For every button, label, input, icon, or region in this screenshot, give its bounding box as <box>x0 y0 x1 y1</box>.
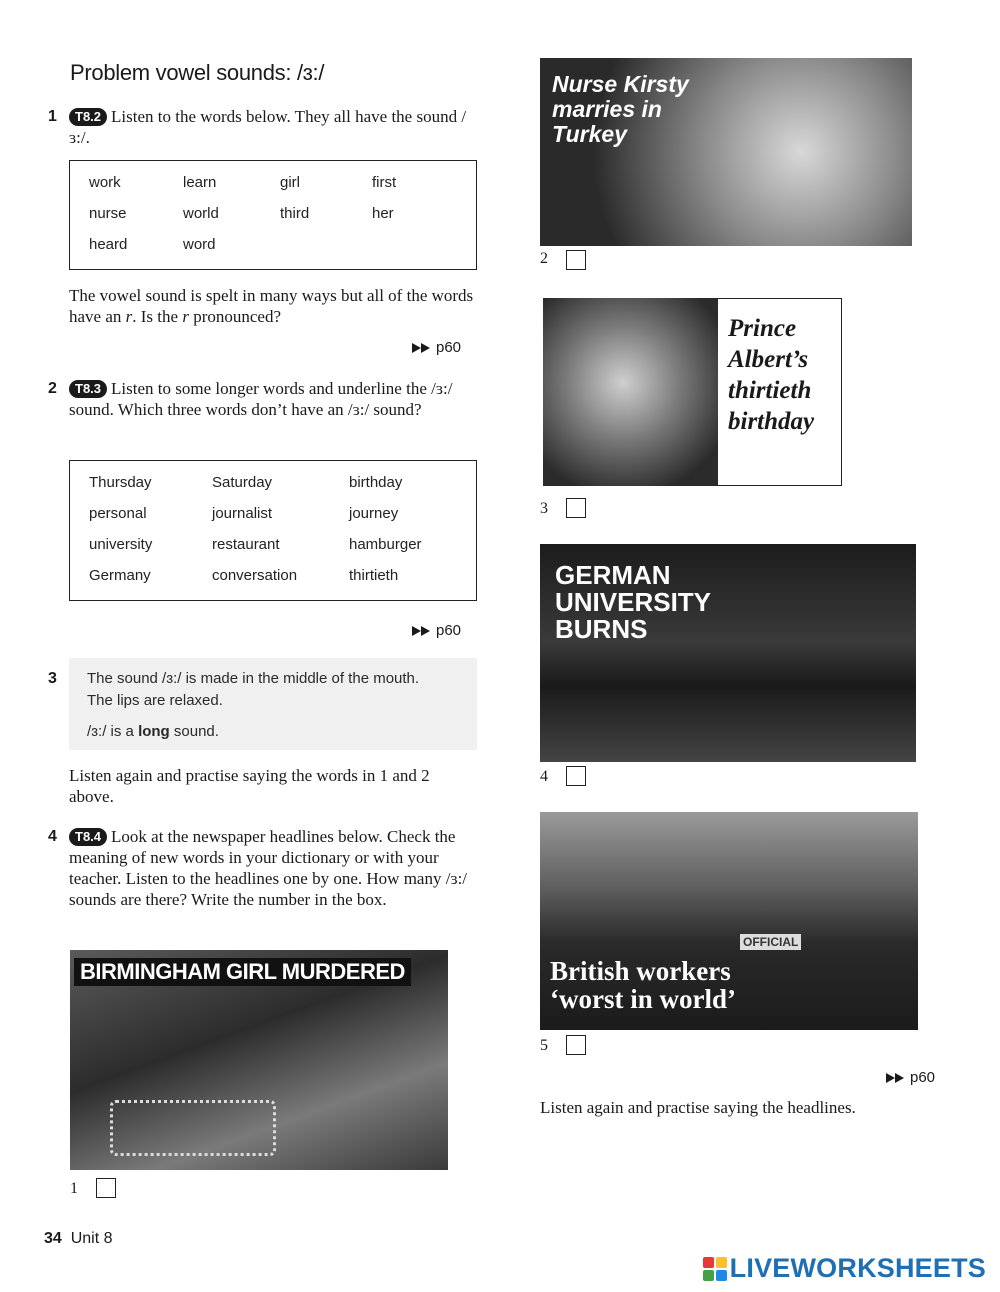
tip-line: The sound /ɜ:/ is made in the middle of the mouth. <box>87 670 420 687</box>
word-row <box>89 560 469 591</box>
headline-line: British workers <box>550 956 731 986</box>
headline-text: Prince Albert’s thirtieth birthday <box>728 315 815 435</box>
word-cell: birthday <box>349 474 403 491</box>
exercise-3-practice: Listen again and practise saying the words in 1 and 2 above. <box>69 766 430 806</box>
tip-line <box>87 723 219 740</box>
exercise-number: 4 <box>48 828 57 845</box>
word-cell <box>280 229 372 260</box>
word-cell: nurse <box>89 205 127 222</box>
word-cell: restaurant <box>212 536 280 553</box>
word-box-1 <box>69 160 477 270</box>
fast-forward-icon <box>412 626 430 636</box>
headline-photo-2 <box>540 58 912 246</box>
word-row <box>89 467 469 498</box>
fast-forward-icon <box>886 1073 904 1083</box>
word-row <box>89 498 469 529</box>
page-reference-label: p60 <box>910 1069 936 1086</box>
word-cell: work <box>89 174 121 191</box>
page-reference-label: p60 <box>436 339 462 356</box>
page-reference-label: p60 <box>436 622 462 639</box>
word-row <box>89 167 462 198</box>
audio-track-badge[interactable]: T8.3 <box>69 380 107 398</box>
exercise-4-instructions <box>69 826 479 910</box>
answer-box-1[interactable] <box>96 1178 116 1198</box>
note-letter: r <box>182 307 189 326</box>
photo-sign: OFFICIAL <box>740 934 801 950</box>
page-footer <box>44 1230 112 1248</box>
word-cell <box>372 229 462 260</box>
headline-line: ‘worst in world’ <box>550 984 736 1014</box>
word-cell: personal <box>89 505 147 522</box>
page-number: 34 <box>44 1230 62 1247</box>
answer-box-5[interactable] <box>566 1035 586 1055</box>
headline-number: 3 <box>540 500 548 517</box>
word-cell: heard <box>89 236 128 253</box>
note-letter: r <box>125 307 133 326</box>
word-cell: hamburger <box>349 536 422 553</box>
exercise-number: 3 <box>48 670 57 687</box>
headline-number: 5 <box>540 1037 548 1054</box>
fence-shape <box>110 1100 276 1156</box>
headline-number: 4 <box>540 768 548 785</box>
word-cell: journalist <box>212 505 273 522</box>
tip-text: sound. <box>169 723 219 740</box>
page-reference[interactable] <box>412 339 461 356</box>
exercise-1-instructions <box>69 106 474 148</box>
note-text: pronounced? <box>188 307 281 326</box>
page-reference[interactable] <box>412 622 461 639</box>
word-cell: university <box>89 536 153 553</box>
word-cell: girl <box>280 174 301 191</box>
tip-emphasis: long <box>138 723 170 740</box>
exercise-number: 1 <box>48 108 57 125</box>
word-cell: her <box>372 205 394 222</box>
exercise-1-note <box>69 285 474 327</box>
word-table-2 <box>89 467 469 591</box>
headline-photo-1 <box>70 950 448 1170</box>
unit-label: Unit 8 <box>70 1230 113 1247</box>
audio-track-badge[interactable]: T8.4 <box>69 828 107 846</box>
exercise-4-text: Look at the newspaper headlines below. Check the meaning of new words in your dictionary or with your teacher. Listen to the headlines one by one. How many /ɜ:/ sounds are there? Write the number in the box. <box>69 827 468 909</box>
exercise-number: 2 <box>48 380 57 397</box>
exercise-2-text: Listen to some longer words and underline the /ɜ:/ sound. Which three words don’t have an /ɜ:/ sound? <box>69 379 453 419</box>
word-cell: journey <box>349 505 399 522</box>
word-cell: first <box>372 174 397 191</box>
exercise-2-instructions <box>69 378 474 420</box>
tip-text: /ɜ:/ is a <box>87 723 139 740</box>
word-cell: conversation <box>212 567 298 584</box>
word-cell: world <box>183 205 219 222</box>
word-box-2 <box>69 460 477 601</box>
answer-box-2[interactable] <box>566 250 586 270</box>
word-cell: Thursday <box>89 474 152 491</box>
answer-box-3[interactable] <box>566 498 586 518</box>
word-cell: Saturday <box>212 474 273 491</box>
tip-line: The lips are relaxed. <box>87 692 223 709</box>
headline-text: GERMAN UNIVERSITY BURNS <box>555 560 711 644</box>
headline-photo-4 <box>540 544 916 762</box>
section-title: Problem vowel sounds: /ɜ:/ <box>70 60 325 85</box>
headline-caption-panel <box>718 298 842 486</box>
logo-grid-icon <box>703 1257 727 1281</box>
answer-box-4[interactable] <box>566 766 586 786</box>
word-cell: third <box>280 205 310 222</box>
headline-text: BIRMINGHAM GIRL MURDERED <box>74 958 411 986</box>
note-text: . Is the <box>132 307 183 326</box>
headline-photo-5 <box>540 812 918 1030</box>
word-cell: Germany <box>89 567 151 584</box>
headline-photo-3 <box>543 298 721 486</box>
word-table-1 <box>89 167 462 260</box>
page-reference[interactable] <box>886 1069 935 1086</box>
brand-name: LIVEWORKSHEETS <box>729 1253 986 1283</box>
audio-track-badge[interactable]: T8.2 <box>69 108 107 126</box>
fast-forward-icon <box>412 343 430 353</box>
word-cell: word <box>183 236 216 253</box>
headline-number: 1 <box>70 1180 78 1197</box>
word-row <box>89 229 462 260</box>
headline-number: 2 <box>540 250 548 267</box>
headline-text: Nurse Kirsty marries in Turkey <box>552 71 689 147</box>
word-cell: learn <box>183 174 217 191</box>
headline-text <box>550 957 736 1013</box>
exercise-1-text: Listen to the words below. They all have the sound /ɜ:/. <box>69 107 467 147</box>
liveworksheets-logo[interactable] <box>703 1253 986 1284</box>
word-row <box>89 529 469 560</box>
word-cell: thirtieth <box>349 567 399 584</box>
note-text: The vowel sound is spelt in many ways but all of the words have an <box>69 286 474 326</box>
word-row <box>89 198 462 229</box>
final-instruction: Listen again and practise saying the headlines. <box>540 1098 856 1117</box>
